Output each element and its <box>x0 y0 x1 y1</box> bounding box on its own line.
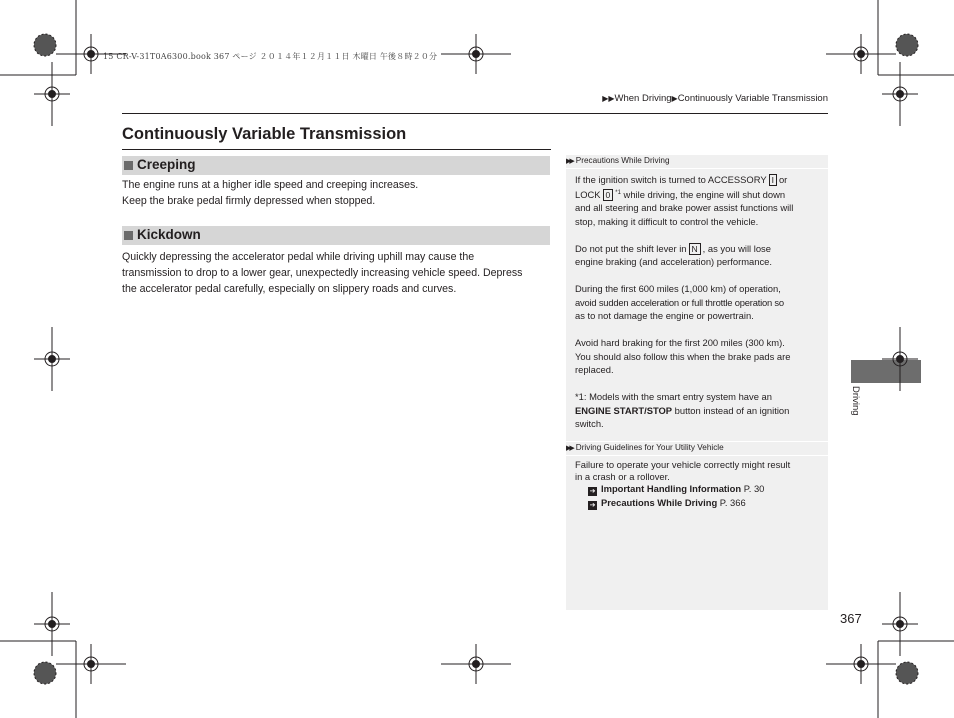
precautions-text: If the ignition switch is turned to ACCESSORY I or LOCK 0 $^{*1}$ while driving, the engine will shut down and all steering and brake power assist functions will stop, making it difficult to control the vehicle. Do not put the shift lever in N , as you will lose engine braking (and acceleration) performance. During the first 600 miles (1,000 km) of operation, avoid sudden acceleration or full throttle operation so as to not damage the engine or powertrain. Avoid hard braking for the first 200 miles (300 km). You should also follow this when the brake pads are replaced. *1: Models with the smart entry system have an ENGINE START/STOP button instead of an ignition switch. <box>575 174 794 430</box>
xref-precautions-while-driving[interactable]: ➔ Precautions While Driving P. 366 <box>589 497 746 509</box>
key-neutral-icon: N <box>689 243 701 255</box>
breadcrumb-separator: ▶ <box>671 94 678 103</box>
section-heading-text: Kickdown <box>137 227 201 242</box>
text-line: the accelerator pedal carefully, especially on slippery roads and curves. <box>122 283 457 295</box>
reference-arrow-icon: ➔ <box>589 488 596 495</box>
key-lock-icon: 0 <box>603 189 614 201</box>
breadcrumb-item-cvt[interactable]: Continuously Variable Transmission <box>677 93 828 104</box>
text-line: transmission to drop to a lower gear, unexpectedly increasing vehicle speed. Depress <box>122 267 523 279</box>
text-line: The engine runs at a higher idle speed and creeping increases. <box>122 179 419 191</box>
section-heading-text: Creeping <box>137 157 196 172</box>
print-header: 15 CR-V-31T0A6300.book 367 ページ ２０１４年１２月１１日 木曜日 午後８時２０分 <box>103 52 438 61</box>
xref-important-handling[interactable]: ➔ Important Handling Information P. 30 <box>589 483 765 495</box>
breadcrumb-item-when-driving[interactable]: When Driving <box>614 93 672 104</box>
double-arrow-icon: ▶▶ <box>566 158 573 165</box>
side-title-text: Precautions While Driving <box>575 156 670 165</box>
breadcrumb-arrows: ▶▶ <box>602 94 615 103</box>
double-arrow-icon: ▶▶ <box>566 445 573 452</box>
chapter-tab-label: Driving <box>850 386 861 416</box>
key-accessory-icon: I <box>769 174 777 186</box>
page-title: Continuously Variable Transmission <box>122 125 407 143</box>
text-line: Keep the brake pedal firmly depressed when stopped. <box>122 195 376 207</box>
guidelines-text: Failure to operate your vehicle correctly might result in a crash or a rollover. <box>575 459 791 482</box>
text-line: Quickly depressing the accelerator pedal while driving uphill may cause the <box>122 251 475 263</box>
reference-arrow-icon: ➔ <box>589 502 596 509</box>
page-number: 367 <box>840 611 862 626</box>
side-title-text: Driving Guidelines for Your Utility Vehicle <box>575 443 724 452</box>
